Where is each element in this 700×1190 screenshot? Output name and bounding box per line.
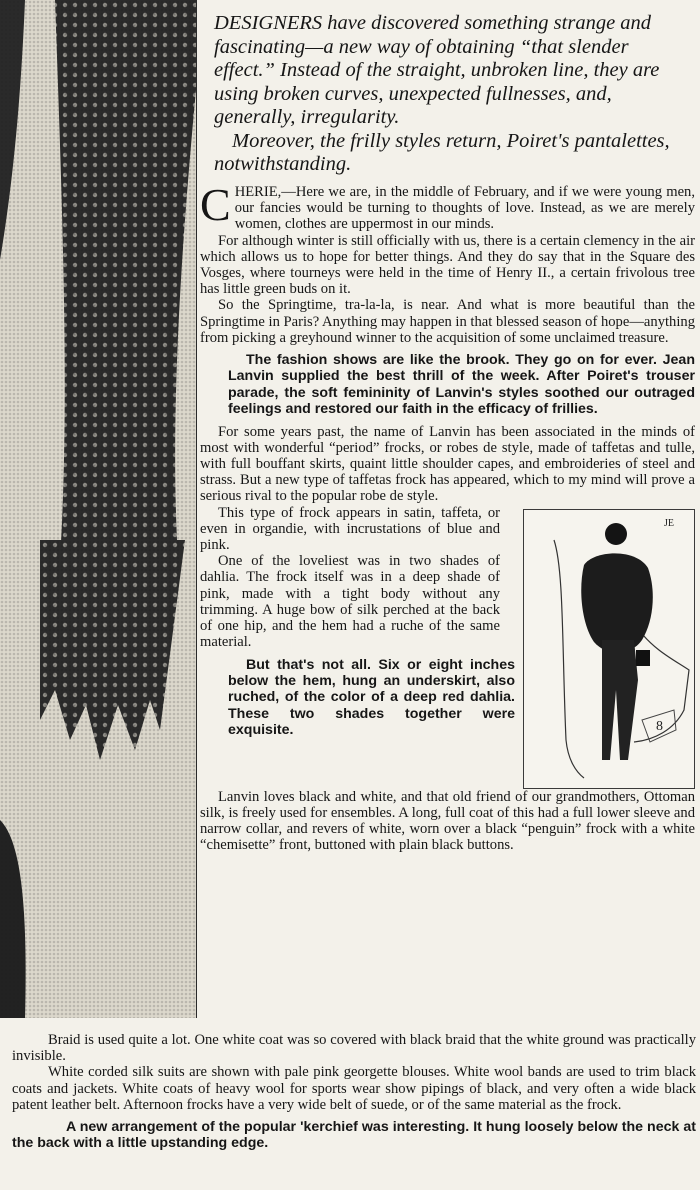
fashion-photograph — [0, 0, 197, 1018]
article-paragraph: So the Springtime, tra-la-la, is near. And what is more beautiful than the Springtime in Paris? Anything may happen in that blessed season of hope—anything from picking a greyhound winner to the acquisition of some unclaimed treasure. — [200, 297, 695, 346]
highlight-paragraph: But that's not all. Six or eight inches below the hem, hung an underskirt, also ruched, of the color of a deep red dahlia. These two shades together were exquisite. — [228, 656, 515, 739]
article-bottom — [12, 1032, 696, 1152]
article-paragraph: For some years past, the name of Lanvin has been associated in the minds of most with wonderful “period” frocks, or robes de style, made of taffetas and tulle, with full bouffant skirts, quaint little shoulder capes, and embroideries of steel and strass. But a new type of taffetas frock has appeared, which to my mind will prove a serious rival to the popular robe de style. — [200, 423, 695, 505]
article-paragraph: One of the loveliest was in two shades of dahlia. The frock itself was in a deep shade of pink, made with a tight body without any trimming. A huge bow of silk perched at the back of one hip, and the hem had a ruche of the same material. — [200, 553, 500, 651]
opening-paragraph — [200, 179, 695, 233]
article-intro — [214, 12, 684, 177]
intro-paragraph: Moreover, the frilly styles return, Poiret's pantalettes, notwithstanding. — [214, 129, 670, 175]
intro-paragraph: DESIGNERS have discovered something strange and fascinating—a new way of obtaining “that slender effect.” Instead of the straight, unbroken line, they are using broken curves, unexpected fullnesses, and, generally, irregularity. — [214, 12, 660, 128]
article-paragraph: This type of frock appears in satin, taffeta, or even in organdie, with incrustations of blue and pink. — [200, 504, 500, 554]
svg-text:8: 8 — [656, 718, 663, 734]
article-paragraph: Lanvin loves black and white, and that old friend of our grandmothers, Ottoman silk, is freely used for ensembles. A long, full coat of this had a full lower sleeve and narrow collar, and revers of white, worn over a black “penguin” frock with a white “chemisette” front, buttoned with plain black buttons. — [200, 788, 695, 854]
article-body — [200, 179, 695, 854]
fashion-sketch — [523, 509, 695, 789]
article-paragraph: White corded silk suits are shown with pale pink georgette blouses. White wool bands are used to trim black coats and jackets. White coats of heavy wool for sports wear show pipings of black, and very often a wide black patent leather belt. Afternoon frocks have a very wide belt of suede, or of the same material as the frock. — [12, 1064, 696, 1113]
highlight-paragraph: The fashion shows are like the brook. They go on for ever. Jean Lanvin supplied the best thrill of the week. After Poiret's trouser parade, the soft femininity of Lanvin's styles soothed our outraged feelings and restored our faith in the efficacy of frillies. — [228, 352, 695, 418]
highlight-paragraph: A new arrangement of the popular 'kerchief was interesting. It hung loosely below the neck at the back with a little upstanding edge. — [12, 1119, 696, 1152]
article-paragraph: Braid is used quite a lot. One white coat was so covered with black braid that the white ground was practically invisible. — [12, 1032, 696, 1065]
drop-cap: C — [200, 179, 231, 230]
sketch-signature: JE — [664, 517, 674, 529]
article-paragraph: For although winter is still officially with us, there is a certain clemency in the air which allows us to hope for better things. And they do say that in the Square des Vosges, where tourneys were held in the time of Henry II., a certain frivolous tree has little green buds on it. — [200, 232, 695, 298]
opening-text: HERIE,—Here we are, in the middle of February, and if we were young men, our fancies would be turning to thoughts of love. Instead, as we are merely women, clothes are uppermost in our minds. — [234, 184, 695, 233]
